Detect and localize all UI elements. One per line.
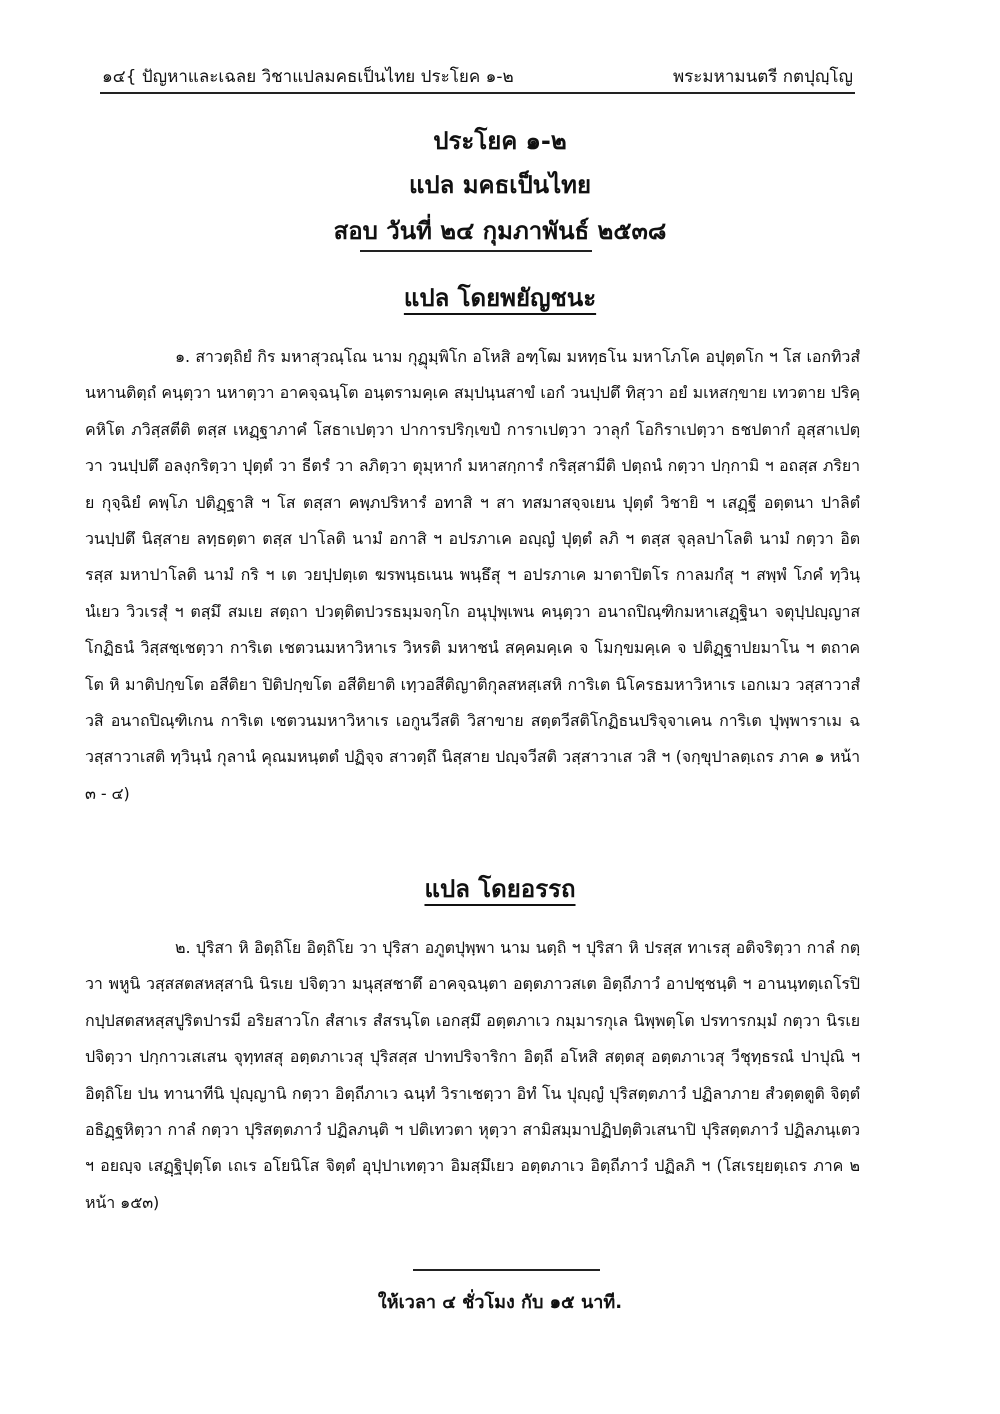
passage-2-paragraph: ๒. ปุริสา หิ อิตฺถิโย อิตฺถิโย วา ปุริสา อภูตปุพฺพา นาม นตฺถิ ฯ ปุริสา หิ ปรสฺส ทาเรสุ อติจริตฺวา กาลํ กตฺวา พหูนิ วสฺสสตสหสฺสานิ นิรเย ปจิตฺวา มนุสฺสชาตึ อาคจฺฉนฺตา อตฺตภาวสเต อิตฺถีภาวํ อาปชฺชนฺติ ฯ อานนฺทตฺเถโรปิ กปฺปสตสหสฺสปูริตปารมี อริยสาวโก สํสาเร สํสรนฺโต เอกสฺมึ อตฺตภาเว กมฺมารกุเล นิพฺพตฺโต ปรทารกมฺมํ กตฺวา นิรเย ปจิตฺวา ปกฺกาวเสเสน จุทฺทสสุ อตฺตภาเวสุ ปุริสสฺส ปาทปริจาริกา อิตฺถี อโหสิ สตฺตสุ อตฺตภาเวสุ วีชุทฺธรณํ ปาปุณิ ฯ อิตฺถิโย ปน ทานาทีนิ ปุญฺญานิ กตฺวา อิตฺถีภาเว ฉนฺทํ วิราเชตฺวา อิทํ โน ปุญฺญํ ปุริสตฺตภาวํ ปฏิลาภาย สํวตฺตตูติ จิตฺตํ อธิฏฺฐหิตฺวา กาลํ กตฺวา ปุริสตฺตภาวํ ปฏิลภนฺติ ฯ ปติเทวตา หุตฺวา สามิสมฺมาปฏิปตฺติวเสนาปิ ปุริสตฺตภาวํ ปฏิลภนฺเตว ฯ อยญฺจ เสฏฺฐิปุตฺโต เถเร อโยนิโส จิตฺตํ อุปฺปาเทตฺวา อิมสฺมึเยว อตฺตภาเว อิตฺถีภาวํ ปฏิลภิ ฯ (โสเรยฺยตฺเถร ภาค ๒ หน้า ๑๕๓) [85, 938, 860, 1212]
section-heading-meaning [0, 872, 1000, 906]
footer-divider [413, 1269, 600, 1271]
section-heading-literal-text: แปล โดยพยัญชนะ [403, 284, 597, 312]
header-book-title: ๑๔{ ปัญหาและเฉลย วิชาแปลมคธเป็นไทย ประโยค ๑-๒ [102, 67, 514, 87]
running-header [100, 64, 855, 94]
title-underline [360, 250, 592, 252]
section-heading-literal [0, 281, 1000, 315]
exam-subject-title: แปล มคธเป็นไทย [408, 171, 592, 199]
header-author: พระมหามนตรี กตปุญฺโญ [672, 67, 853, 87]
section-heading-meaning-text: แปล โดยอรรถ [424, 875, 576, 903]
exam-level-title: ประโยค ๑-๒ [433, 127, 567, 155]
passage-1-paragraph: ๑. สาวตฺถิยํ กิร มหาสุวณฺโณ นาม กุฏุมฺพิโก อโหสิ อฑฺโฒ มหทฺธโน มหาโภโค อปุตฺตโก ฯ โส เอกทิวสํ นหานติตฺถํ คนฺตฺวา นหาตฺวา อาคจฺฉนฺโต อนฺตรามคฺเค สมฺปนฺนสาขํ เอกํ วนปฺปตึ ทิสฺวา อยํ มเหสกฺขาย เทวตาย ปริคฺคหิโต ภวิสฺสตีติ ตสฺส เหฏฺฐาภาคํ โสธาเปตฺวา ปาการปริกฺเขปํ การาเปตฺวา วาลุกํ โอกิราเปตฺวา ธชปตากํ อุสฺสาเปตฺวา วนปฺปตึ อลงฺกริตฺวา ปุตฺตํ วา ธีตรํ วา ลภิตฺวา ตุมฺหากํ มหาสกฺการํ กริสฺสามีติ ปตฺถนํ กตฺวา ปกฺกามิ ฯ อถสฺส ภริยาย กุจฺฉิยํ คพฺโภ ปติฏฺฐาสิ ฯ โส ตสฺสา คพฺภปริหารํ อทาสิ ฯ สา ทสมาสจฺจเยน ปุตฺตํ วิชายิ ฯ เสฏฺฐี อตฺตนา ปาลิตํ วนปฺปตึ นิสฺสาย ลทฺธตฺตา ตสฺส ปาโลติ นามํ อกาสิ ฯ อปรภาเค อญฺญํ ปุตฺตํ ลภิ ฯ ตสฺส จุลฺลปาโลติ นามํ กตฺวา อิตรสฺส มหาปาโลติ นามํ กริ ฯ เต วยปฺปตฺเต ฆรพนฺธเนน พนฺธึสุ ฯ อปรภาเค มาตาปิตโร กาลมกํสุ ฯ สพฺพํ โภคํ ทฺวินฺนํเยว วิวเรสุํ ฯ ตสฺมึ สมเย สตฺถา ปวตฺติตปวรธมฺมจกฺโก อนุปุพฺเพน คนฺตฺวา อนาถปิณฺฑิกมหาเสฏฺฐินา จตุปฺปญฺญาสโกฏิธนํ วิสฺสชฺเชตฺวา การิเต เชตวนมหาวิหาเร วิหรติ มหาชนํ สคฺคมคฺเค จ โมกฺขมคฺเค จ ปติฏฺฐาปยมาโน ฯ ตถาคโต หิ มาติปกฺขโต อสีติยา ปิติปกฺขโต อสีติยาติ เทฺวอสีติญาติกุลสหสฺเสหิ การิเต นิโครธมหาวิหาเร เอกเมว วสฺสาวาสํ วสิ อนาถปิณฺฑิเกน การิเต เชตวนมหาวิหาเร เอกูนวีสติ วิสาขาย สตฺตวีสติโกฏิธนปริจฺจาเคน การิเต ปุพฺพาราเม ฉ วสฺสาวาเสติ ทฺวินฺนํ กุลานํ คุณมหนฺตตํ ปฏิจฺจ สาวตฺถึ นิสฺสาย ปญฺจวีสติ วสฺสาวาเส วสิ ฯ (จกฺขุปาลตฺเถร ภาค ๑ หน้า ๓ - ๔) [85, 347, 860, 803]
time-allowed-note: ให้เวลา ๔ ชั่วโมง กับ ๑๕ นาที. [377, 1292, 623, 1313]
exam-date-title: สอบ วันที่ ๒๔ กุมภาพันธ์ ๒๕๓๘ [333, 217, 667, 245]
